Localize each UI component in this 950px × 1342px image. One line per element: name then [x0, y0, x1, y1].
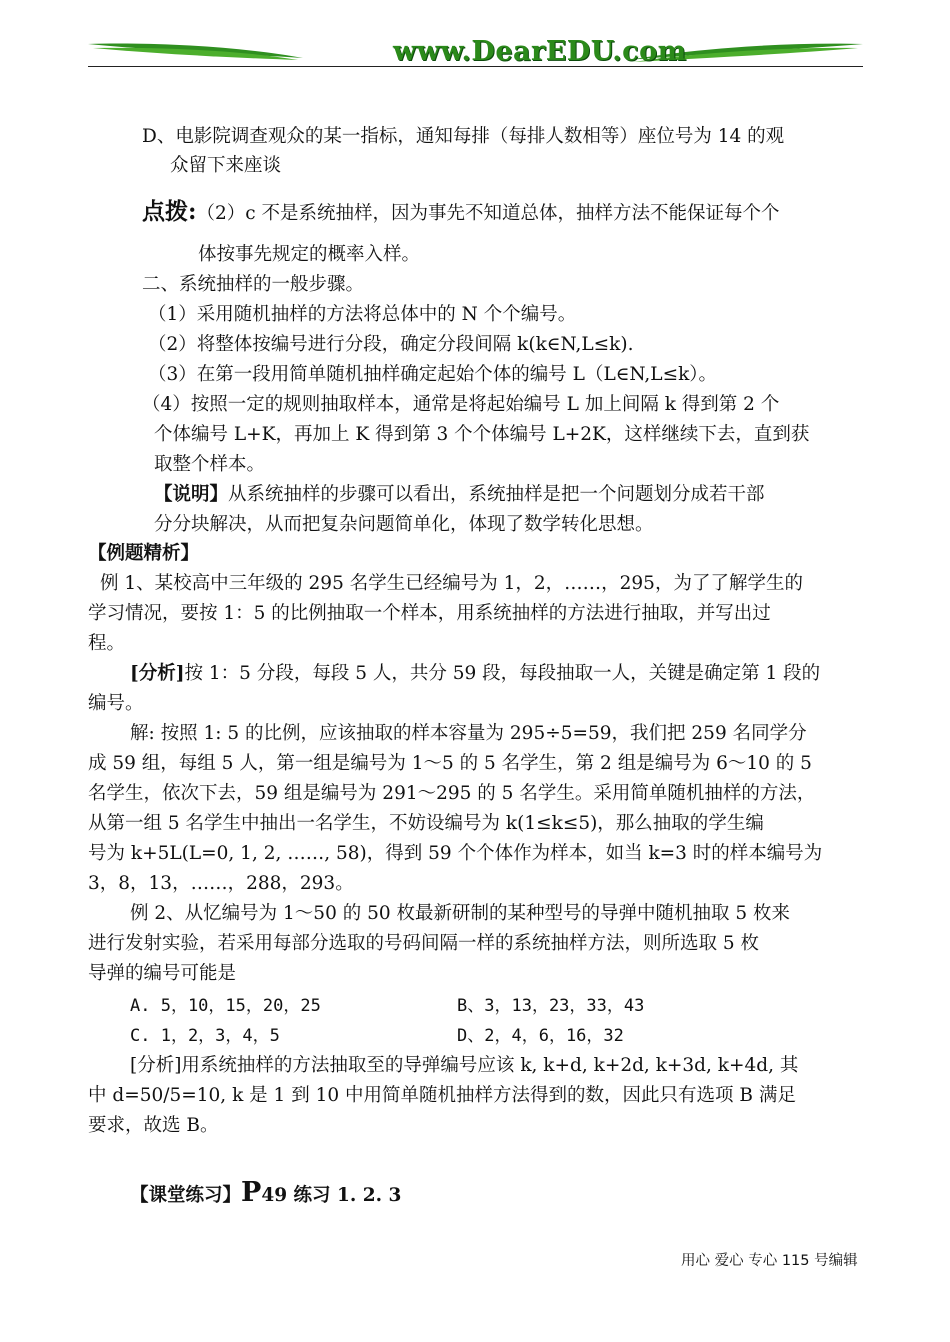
note-line1 [154, 482, 765, 508]
solution-line3: 名学生，依次下去，59 组是编号为 291～295 的 5 名学生。采用简单随机抽样的方法， [88, 783, 816, 804]
note-label: 【说明】 [154, 484, 229, 505]
note-text-line1: 从系统抽样的步骤可以看出，系统抽样是把一个问题划分成若干部 [228, 484, 765, 505]
example2-line1: 例 2、从忆编号为 1～50 的 50 枚最新研制的某种型号的导弹中随机抽取 5 枚来 [130, 903, 791, 924]
analysis2-line2: 中 d=50/5=10, k 是 1 到 10 中用简单随机抽样方法得到的数，因此只有选项 B 满足 [88, 1085, 796, 1106]
examples-section-title: 【例题精析】 [88, 543, 200, 564]
example1-line3: 程。 [88, 633, 126, 654]
option-b: B、3，13，23，33，43 [457, 996, 645, 1016]
site-logo-text[interactable]: www.DearEDU.com [393, 36, 687, 67]
analysis1-text: 按 1：5 分段，每段 5 人，共分 59 段，每段抽取一人，关键是确定第 1 段的 [184, 663, 821, 684]
option-d-line1: D、电影院调查观众的某一指标，通知每排（每排人数相等）座位号为 14 的观 [142, 126, 785, 147]
option-c: C. 1，2，3，4，5 [130, 1026, 280, 1046]
step-1: （1）采用随机抽样的方法将总体中的 N 个个编号。 [148, 304, 577, 325]
analysis2-line1: [分析]用系统抽样的方法抽取至的导弹编号应该 k, k+d, k+2d, k+3d, k+4d, 其 [130, 1055, 799, 1076]
option-a: A. 5，10，15，20，25 [130, 996, 321, 1016]
solution-line6: 3，8，13，……，288，293。 [88, 873, 354, 894]
step-3: （3）在第一段用简单随机抽样确定起始个体的编号 L（L∈N,L≤k）。 [148, 364, 718, 385]
analysis1-line2: 编号。 [88, 693, 144, 714]
tip-label: 点拨: [142, 198, 197, 225]
tip-text-line2: 体按事先规定的概率入样。 [198, 244, 421, 265]
step-2: （2）将整体按编号进行分段，确定分段间隔 k(k∈N,L≤k). [148, 334, 634, 355]
practice-label: 【课堂练习】 [130, 1185, 242, 1206]
steps-title: 二、系统抽样的一般步骤。 [142, 274, 365, 295]
solution-line4: 从第一组 5 名学生中抽出一名学生，不妨设编号为 k(1≤k≤5)，那么抽取的学生编 [88, 813, 764, 834]
practice-reference: 49 练习 1. 2. 3 [261, 1185, 402, 1206]
step-4-line1: （4）按照一定的规则抽取样本，通常是将起始编号 L 加上间隔 k 得到第 2 个 [142, 394, 780, 415]
example1-line1: 例 1、某校高中三年级的 295 名学生已经编号为 1，2，……，295，为了了解学生的 [100, 573, 803, 594]
solution-line1: 解: 按照 1: 5 的比例，应该抽取的样本容量为 295÷5=59，我们把 259 名同学分 [130, 723, 807, 744]
option-d-line2: 众留下来座谈 [170, 155, 282, 176]
example2-line3: 导弹的编号可能是 [88, 963, 237, 984]
step-4-line2: 个体编号 L+K，再加上 K 得到第 3 个个体编号 L+2K，这样继续下去，直到获 [154, 424, 810, 445]
step-4-line3: 取整个样本。 [154, 454, 266, 475]
example2-line2: 进行发射实验，若采用每部分选取的号码间隔一样的系统抽样方法，则所选取 5 枚 [88, 933, 760, 954]
practice-page-letter: P [241, 1177, 262, 1208]
note-line2: 分分块解决，从而把复杂问题简单化，体现了数学转化思想。 [154, 514, 654, 535]
analysis1-line1 [130, 661, 820, 687]
header-divider [88, 66, 863, 67]
option-d: D、2，4，6，16，32 [457, 1026, 624, 1046]
analysis2-line3: 要求，故选 B。 [88, 1115, 219, 1136]
page-footer: 用心 爱心 专心 115 号编辑 [681, 1253, 858, 1269]
solution-line5: 号为 k+5L(L=0, 1, 2, ……, 58)，得到 59 个个体作为样本，如当 k=3 时的样本编号为 [88, 843, 823, 864]
tip-paragraph-line1 [142, 199, 780, 227]
solution-line2: 成 59 组，每组 5 人，第一组是编号为 1～5 的 5 名学生，第 2 组是编号为 6～10 的 5 [88, 753, 812, 774]
tip-text-line1: （2）c 不是系统抽样，因为事先不知道总体，抽样方法不能保证每个个 [196, 203, 780, 224]
example1-line2: 学习情况，要按 1：5 的比例抽取一个样本，用系统抽样的方法进行抽取，并写出过 [88, 603, 771, 624]
analysis1-label: [分析] [130, 663, 185, 684]
practice-heading [130, 1177, 402, 1209]
